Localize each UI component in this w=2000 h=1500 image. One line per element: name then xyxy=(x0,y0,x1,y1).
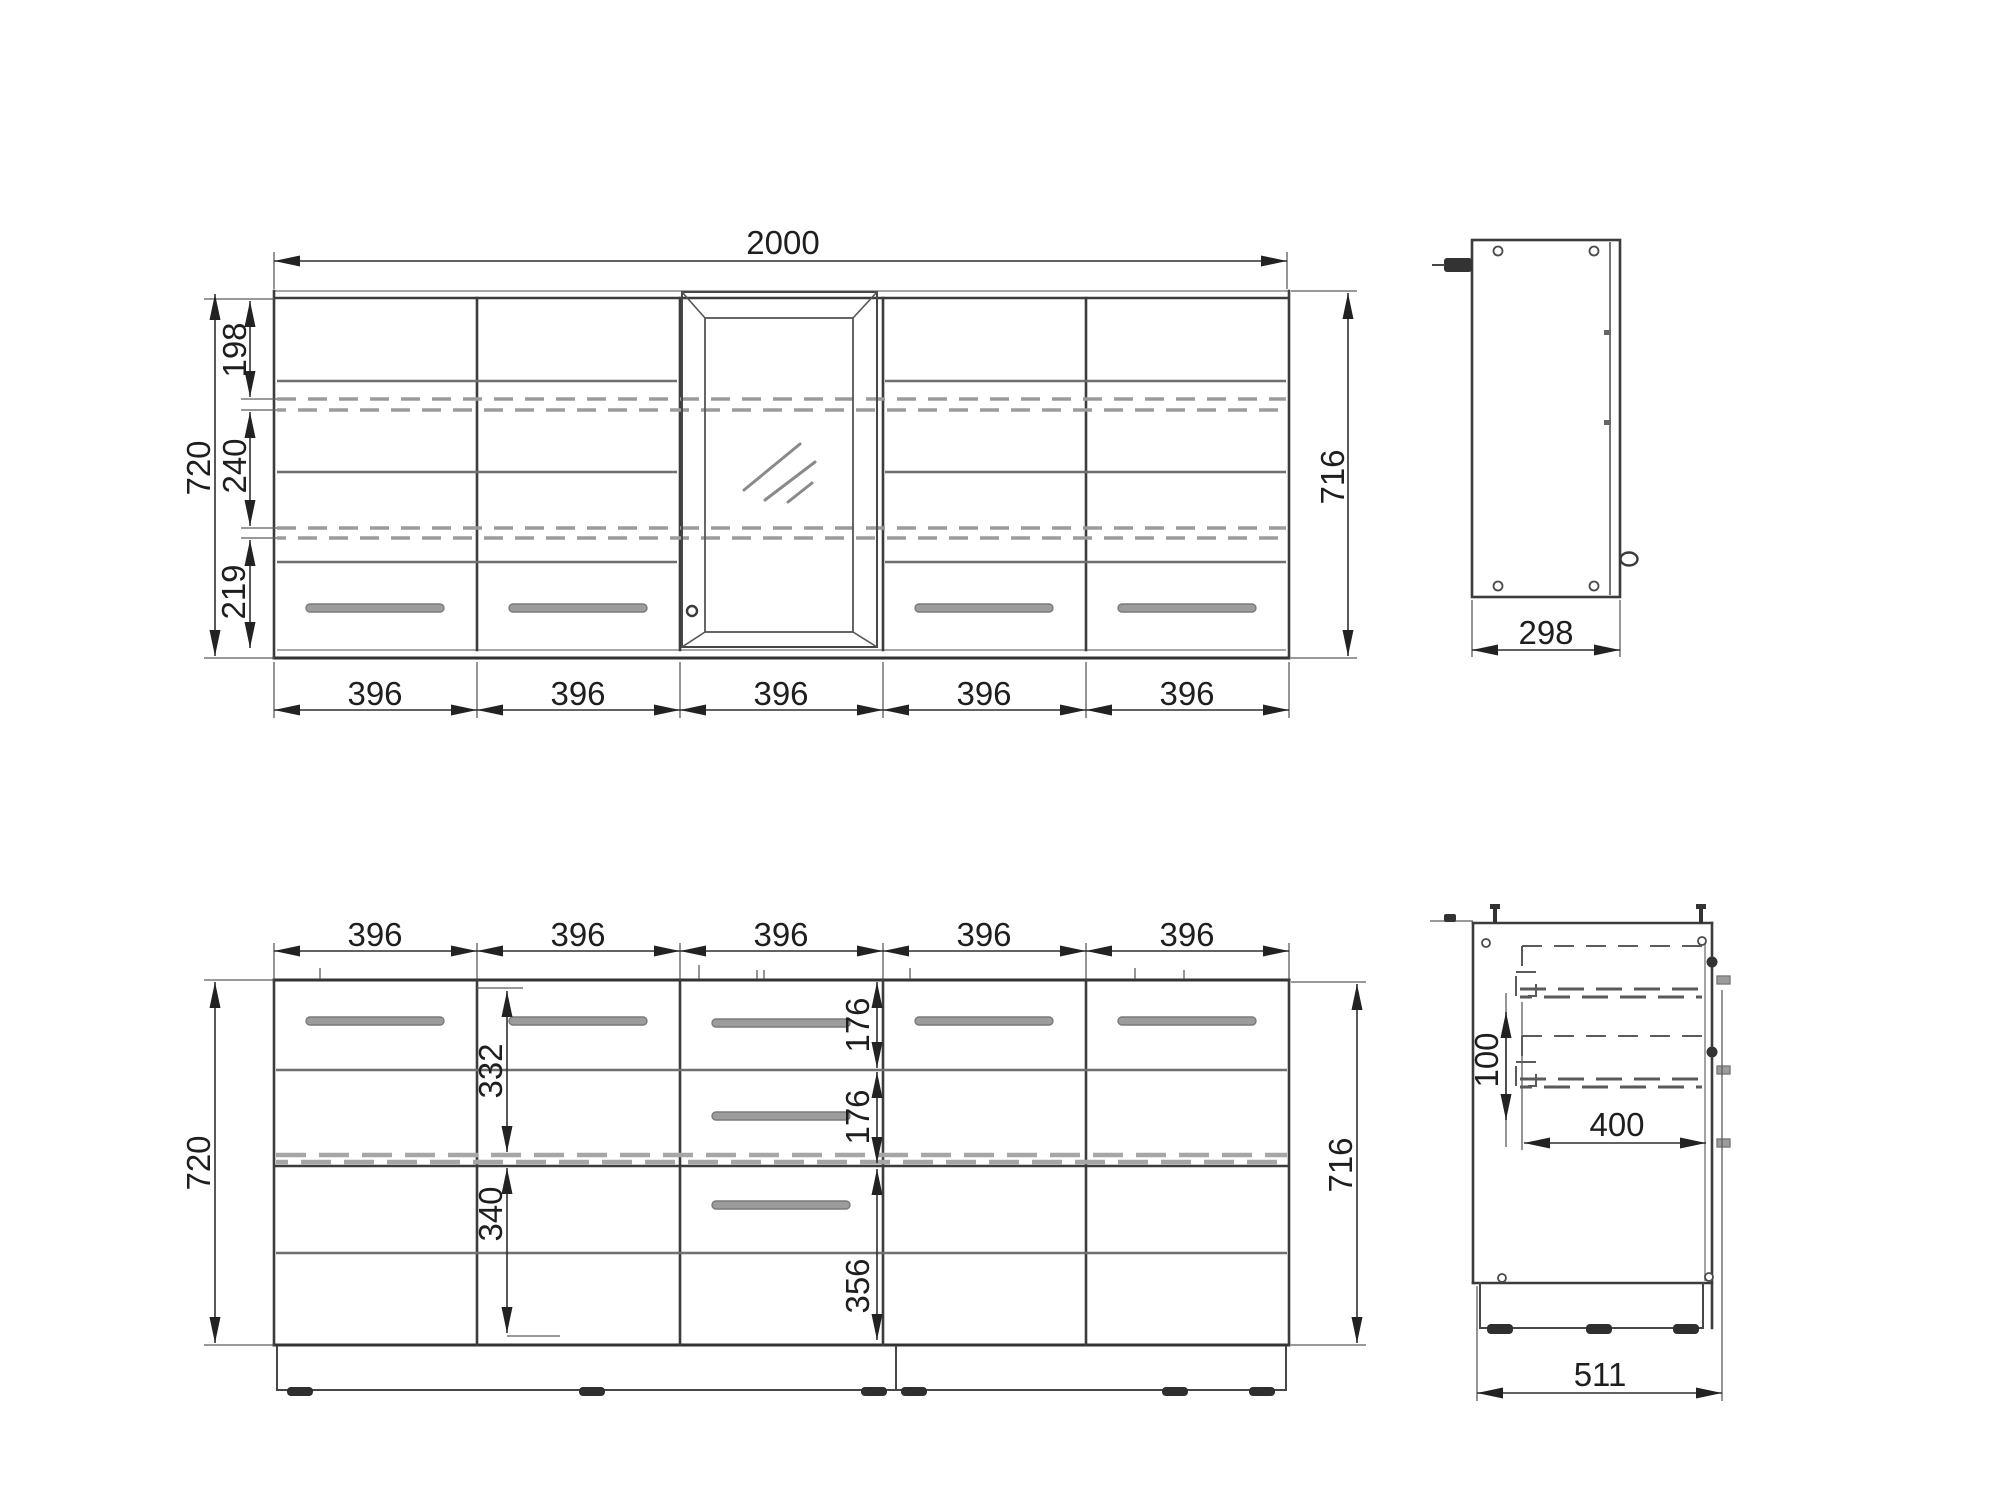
screw-hole-icon xyxy=(1498,1274,1506,1282)
dim-label-drawer-depth: 400 xyxy=(1589,1106,1645,1143)
dim-label-wall-height: 720 xyxy=(180,440,217,496)
base-front-plinth xyxy=(277,1347,1286,1396)
dim-label-door-width: 396 xyxy=(753,916,809,953)
dim-label-wall-depth: 298 xyxy=(1518,614,1574,651)
dim-label-section-340: 340 xyxy=(472,1186,509,1242)
drawer-knob-icon xyxy=(1707,957,1718,968)
door-handle xyxy=(1118,1017,1256,1025)
cabinet-foot xyxy=(1673,1324,1699,1334)
base-front-width-dimensions xyxy=(274,916,1289,979)
cabinet-foot xyxy=(901,1387,927,1396)
screw-hole-icon xyxy=(1705,1273,1713,1281)
wall-cabinet-front-view xyxy=(274,291,1289,658)
door-handle xyxy=(306,1017,444,1025)
drawer-handle-profile xyxy=(1717,1139,1730,1147)
glass-door-knob xyxy=(687,606,697,616)
dim-label-door-width: 396 xyxy=(1159,675,1215,712)
dim-label-drawer-176a: 176 xyxy=(839,997,876,1053)
dim-label-door-width: 396 xyxy=(956,675,1012,712)
dim-label-door-width: 396 xyxy=(956,916,1012,953)
dim-label-overall-width: 2000 xyxy=(746,224,820,261)
dim-label-base-height: 720 xyxy=(180,1135,217,1191)
base-side-dimensions xyxy=(1468,990,1730,1401)
dim-label-section-219: 219 xyxy=(215,564,252,620)
door-handle xyxy=(915,604,1053,612)
dim-label-section-198: 198 xyxy=(216,322,253,378)
glass-door xyxy=(682,292,877,647)
base-side-drawer-2-hidden-lines xyxy=(1516,1036,1730,1087)
dim-label-base-depth: 511 xyxy=(1573,1356,1627,1393)
dim-label-door-width: 396 xyxy=(753,675,809,712)
drawer-handle-profile xyxy=(1717,1066,1730,1074)
door-handle xyxy=(915,1017,1053,1025)
screw-hole-icon xyxy=(1494,247,1503,256)
side-view-handle-icon xyxy=(1621,553,1638,566)
base-front-handles xyxy=(306,1017,1256,1209)
cabinet-foot xyxy=(1249,1387,1275,1396)
fitting-pin-icon xyxy=(1490,904,1500,909)
dim-label-drawer-spacing: 100 xyxy=(1468,1032,1505,1088)
dim-label-drawer-176b: 176 xyxy=(839,1089,876,1145)
wall-mount-bracket-icon xyxy=(1444,258,1472,272)
dim-label-drawer-356: 356 xyxy=(839,1258,876,1314)
fitting-pin-icon xyxy=(1493,907,1497,923)
base-side-drawer-1-hidden-lines xyxy=(1516,946,1730,997)
dim-label-door-width: 396 xyxy=(347,916,403,953)
glass-hatch-icon xyxy=(744,444,815,502)
screw-hole-icon xyxy=(1590,247,1599,256)
dim-label-door-width: 396 xyxy=(1159,916,1215,953)
door-handle xyxy=(509,604,647,612)
cabinet-foot xyxy=(287,1387,313,1396)
wall-front-fixed-shelf-lines xyxy=(277,381,1286,562)
base-cabinet-side-view xyxy=(1430,904,1730,1401)
dim-label-section-332: 332 xyxy=(472,1043,509,1099)
cabinet-foot xyxy=(1487,1324,1513,1334)
fitting-pin-icon xyxy=(1696,904,1706,909)
drawer-knob-icon xyxy=(1707,1047,1718,1058)
drawer-handle xyxy=(712,1201,850,1209)
wall-front-adjustable-shelf-dashed-lines xyxy=(277,399,1286,538)
cabinet-foot xyxy=(1162,1387,1188,1396)
dim-label-base-side-height: 716 xyxy=(1322,1137,1359,1193)
dim-label-door-width: 396 xyxy=(550,675,606,712)
door-handle xyxy=(509,1017,647,1025)
screw-hole-icon xyxy=(1590,582,1599,591)
base-side-plinth xyxy=(1480,1283,1703,1334)
hinge-mark xyxy=(1604,330,1611,335)
dim-label-door-width: 396 xyxy=(347,675,403,712)
wall-cabinet-side-view xyxy=(1433,240,1638,657)
door-handle xyxy=(1118,604,1256,612)
hinge-mark xyxy=(1604,420,1611,425)
base-cabinet-front-view xyxy=(180,916,1366,1396)
cabinet-foot xyxy=(579,1387,605,1396)
screw-hole-icon xyxy=(1698,937,1706,945)
drawer-handle-profile xyxy=(1717,976,1730,984)
screw-hole-icon xyxy=(1494,582,1503,591)
base-side-carcass xyxy=(1430,904,1713,1328)
screw-hole-icon xyxy=(1482,939,1490,947)
wall-stub-icon xyxy=(1444,914,1456,922)
dim-label-wall-side-height: 716 xyxy=(1314,449,1351,505)
drawer-handle xyxy=(712,1019,850,1027)
wall-front-carcass xyxy=(274,291,1289,658)
dim-label-door-width: 396 xyxy=(550,916,606,953)
cabinet-foot xyxy=(1586,1324,1612,1334)
dim-label-section-240: 240 xyxy=(216,438,253,494)
drawer-handle xyxy=(712,1112,850,1120)
wall-front-door-handles xyxy=(306,604,1256,612)
cabinet-foot xyxy=(861,1387,887,1396)
door-handle xyxy=(306,604,444,612)
fitting-pin-icon xyxy=(1699,907,1703,923)
